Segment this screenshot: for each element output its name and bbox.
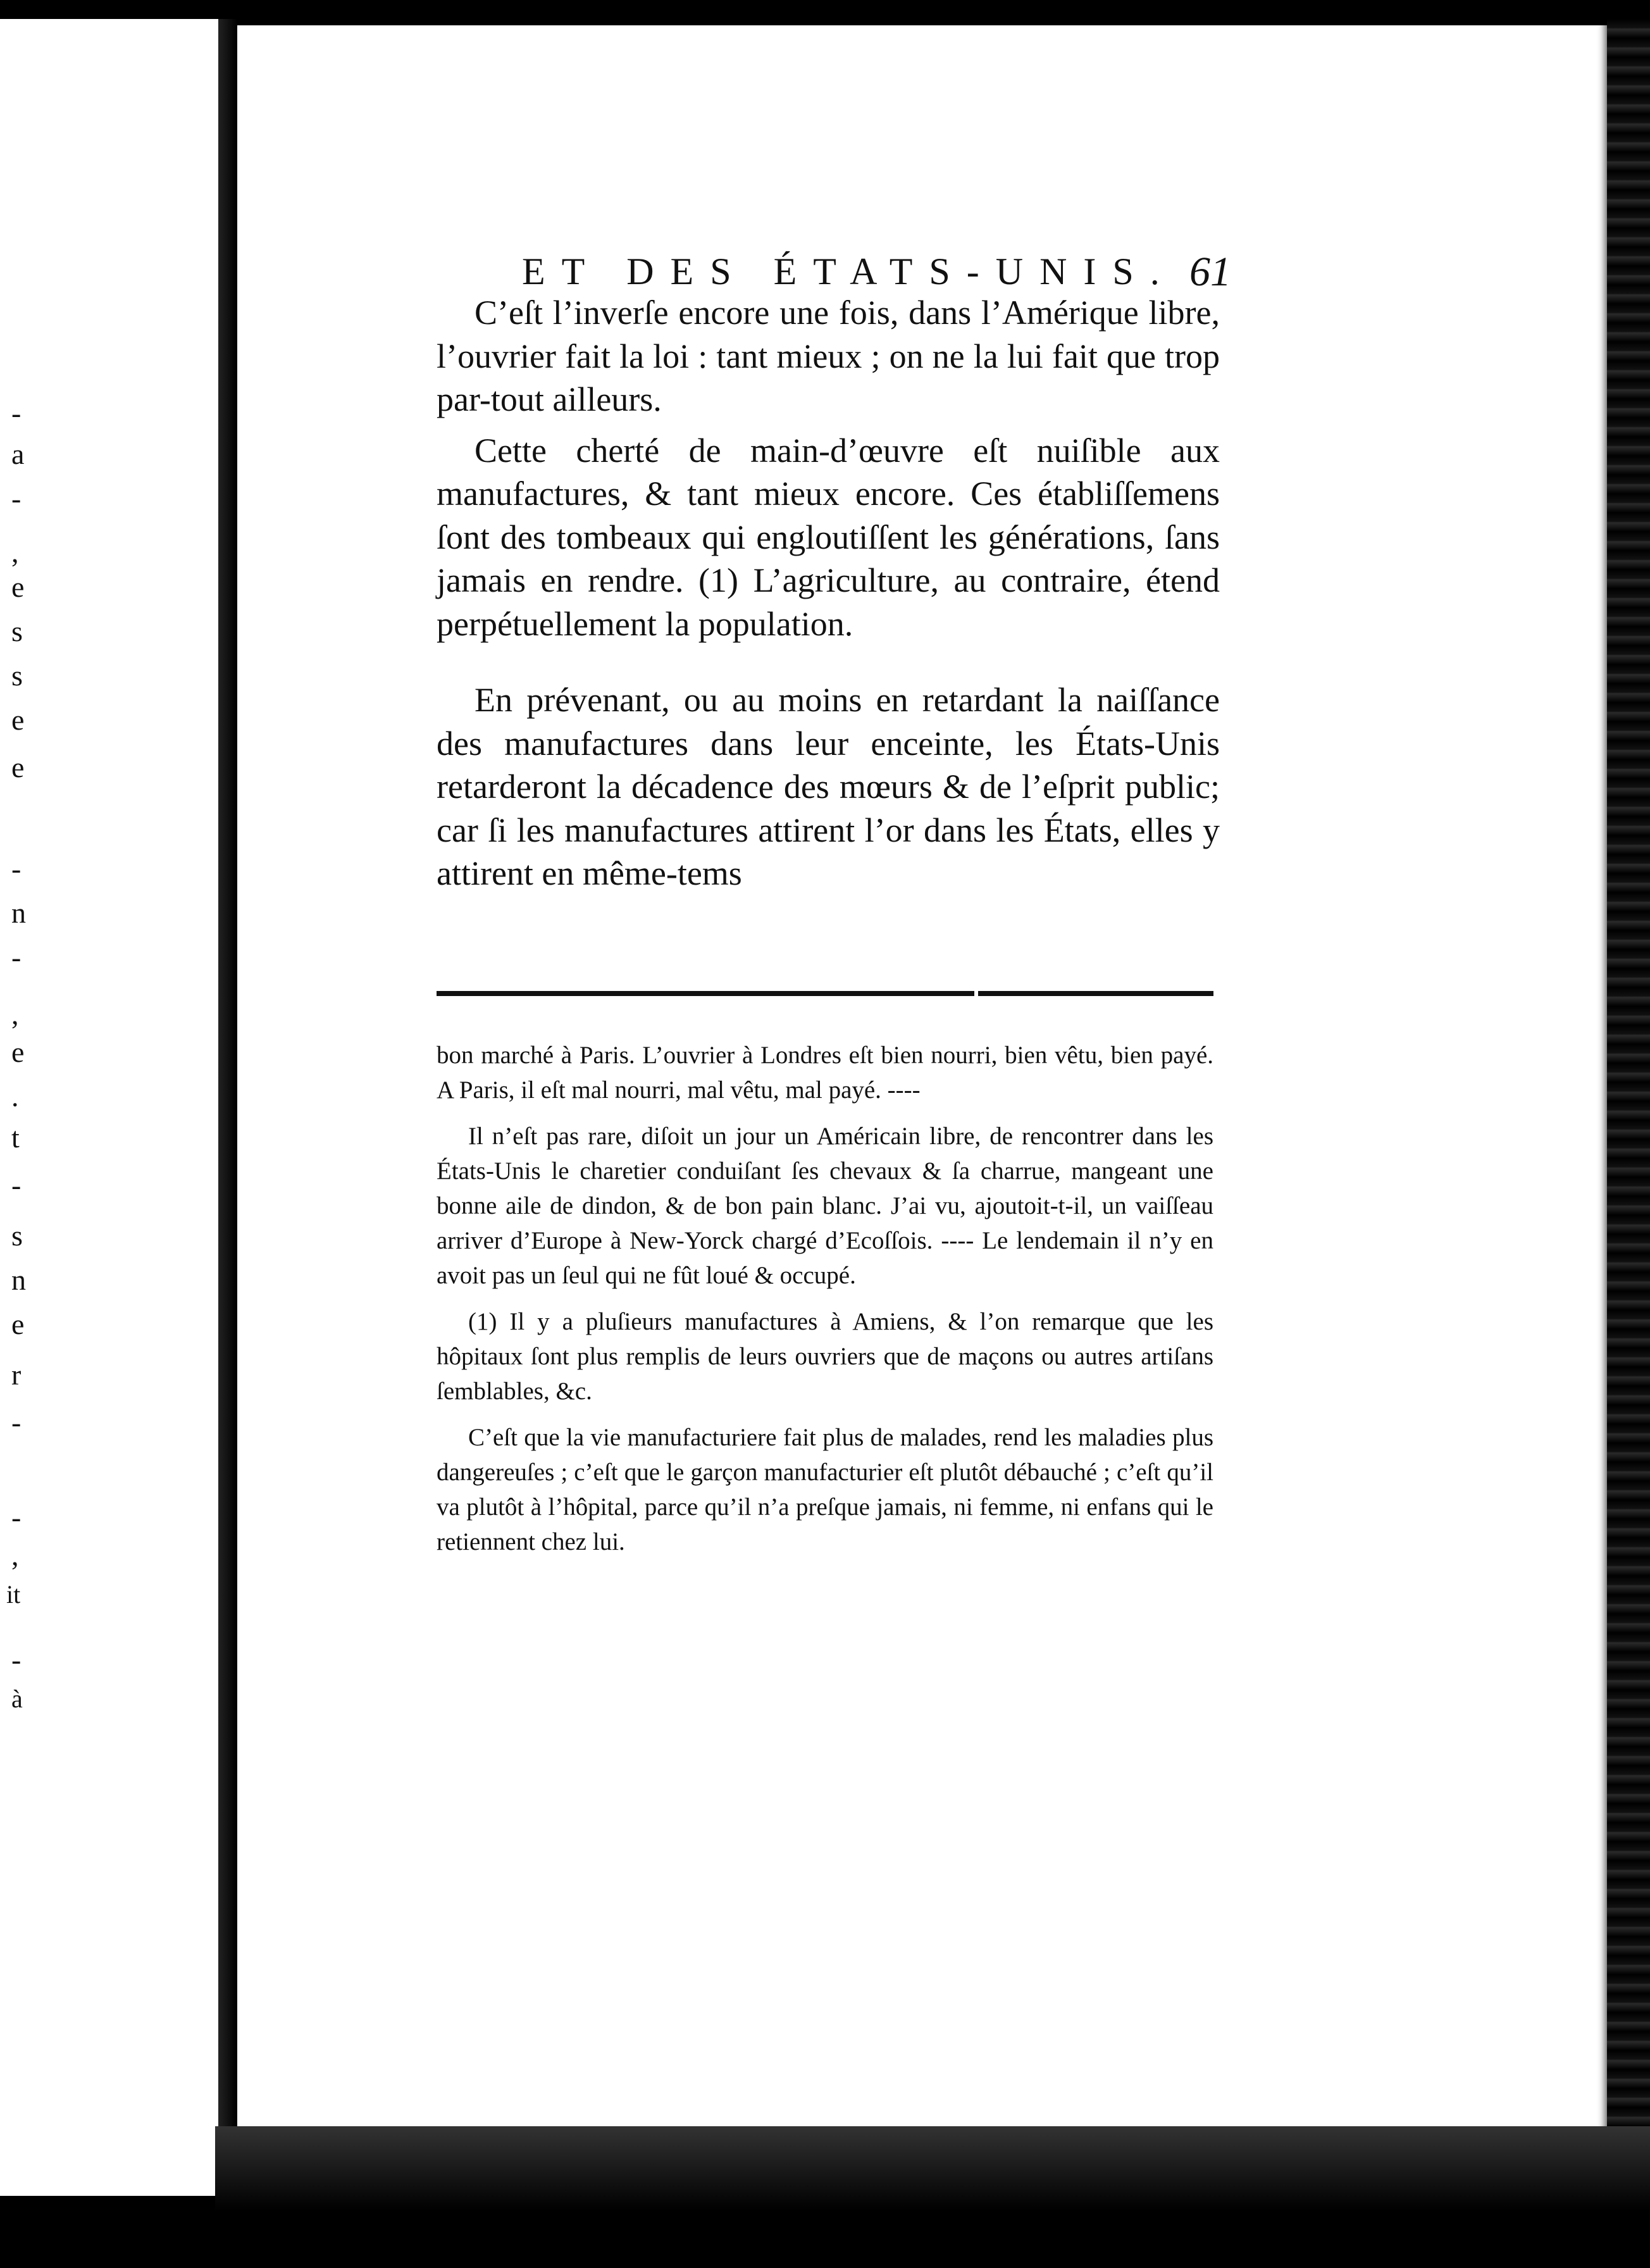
margin-fragment: n bbox=[11, 1264, 26, 1296]
margin-fragment: - bbox=[11, 1406, 22, 1438]
book-gutter bbox=[218, 19, 237, 2196]
running-title: ET DES ÉTATS-UNIS. bbox=[522, 251, 1176, 292]
margin-fragment: . bbox=[11, 1080, 19, 1112]
margin-fragment: a bbox=[11, 438, 25, 470]
page-number: 61 bbox=[1189, 249, 1231, 295]
margin-fragment: e bbox=[11, 704, 25, 736]
page-edge-bottom bbox=[215, 2126, 1650, 2268]
margin-fragment: it bbox=[6, 1580, 21, 1609]
margin-fragment: e bbox=[11, 571, 25, 603]
margin-fragment: e bbox=[11, 751, 25, 783]
margin-fragment: e bbox=[11, 1308, 25, 1340]
margin-fragment: - bbox=[11, 941, 22, 973]
margin-fragment: - bbox=[11, 397, 22, 429]
footnote: bon marché à Paris. L’ouvrier à Londres eſt bien nourri, bien vêtu, bien payé. A Paris, il eſt mal nourri, mal vêtu, mal payé. ---- bbox=[437, 1042, 1213, 1104]
paragraph: C’eſt l’inverſe encore une fois, dans l’Amérique libre, l’ouvrier fait la loi : tant mieux ; on ne la lui fait que trop par-tout ailleurs. bbox=[437, 294, 1220, 418]
margin-fragment: , bbox=[11, 536, 19, 568]
margin-fragment: , bbox=[11, 998, 19, 1030]
scan-top-border bbox=[0, 0, 1650, 25]
margin-fragment: - bbox=[11, 1169, 22, 1201]
margin-fragment: s bbox=[11, 615, 23, 647]
margin-fragment: t bbox=[11, 1121, 20, 1154]
margin-fragment: à bbox=[11, 1685, 23, 1713]
page-edge-right bbox=[1607, 19, 1650, 2234]
margin-fragment: e bbox=[11, 1036, 25, 1068]
footnote: (1) Il y a pluſieurs manufactures à Amiens, & l’on remarque que les hôpitaux ſont plus remplis de leurs ouvriers que de maçons ou autres artiſans ſemblables, &c. bbox=[437, 1308, 1213, 1405]
margin-fragment: - bbox=[11, 1501, 22, 1533]
paragraph: En prévenant, ou au moins en retardant la naiſſance des manufactures dans leur enceinte, les États-Unis retarderont la décadence des mœurs & de l’eſprit public; car ſi les manufactures attirent l’or dans les États, elles y attirent en même-tems bbox=[437, 681, 1220, 892]
adjacent-page-margin bbox=[0, 19, 218, 2196]
margin-fragment: r bbox=[11, 1359, 22, 1391]
footnotes bbox=[437, 1038, 1213, 1559]
margin-fragment: - bbox=[11, 482, 22, 514]
margin-fragment: n bbox=[11, 897, 26, 929]
margin-fragment: s bbox=[11, 659, 23, 692]
main-text bbox=[437, 291, 1220, 895]
paragraph: Cette cherté de main-d’œuvre eſt nuiſible aux manufactures, & tant mieux encore. Ces établiſſemens ſont des tombeaux qui engloutiſſent les générations, ſans jamais en rendre. (1) L’agriculture, au contraire, étend perpétuellement la population. bbox=[437, 431, 1220, 643]
margin-fragment: - bbox=[11, 1643, 22, 1676]
margin-fragment: s bbox=[11, 1219, 23, 1252]
footnote: Il n’eſt pas rare, diſoit un jour un Américain libre, de rencontrer dans les États-Unis le charetier conduiſant ſes chevaux & ſa charrue, mangeant une bonne aile de dindon, & de bon pain blanc. J’ai vu, ajoutoit-t-il, un vaiſſeau arriver d’Europe à New-Yorck chargé d’Ecoſſois. ---- Le lendemain il n’y en avoit pas un ſeul qui ne fût loué & occupé. bbox=[437, 1123, 1213, 1289]
footnote-rule-break bbox=[974, 990, 978, 997]
margin-fragment: - bbox=[11, 852, 22, 885]
footnote: C’eſt que la vie manufacturiere fait plus de malades, rend les maladies plus dangereuſes ; c’eſt que le garçon manufacturier eſt plutôt débauché ; c’eſt qu’il va plutôt à l’hôpital, parce qu’il n’a preſque jamais, ni femme, ni enfans qui le retiennent chez lui. bbox=[437, 1424, 1213, 1555]
footnote-rule bbox=[437, 991, 1213, 996]
margin-fragment: , bbox=[11, 1539, 19, 1571]
